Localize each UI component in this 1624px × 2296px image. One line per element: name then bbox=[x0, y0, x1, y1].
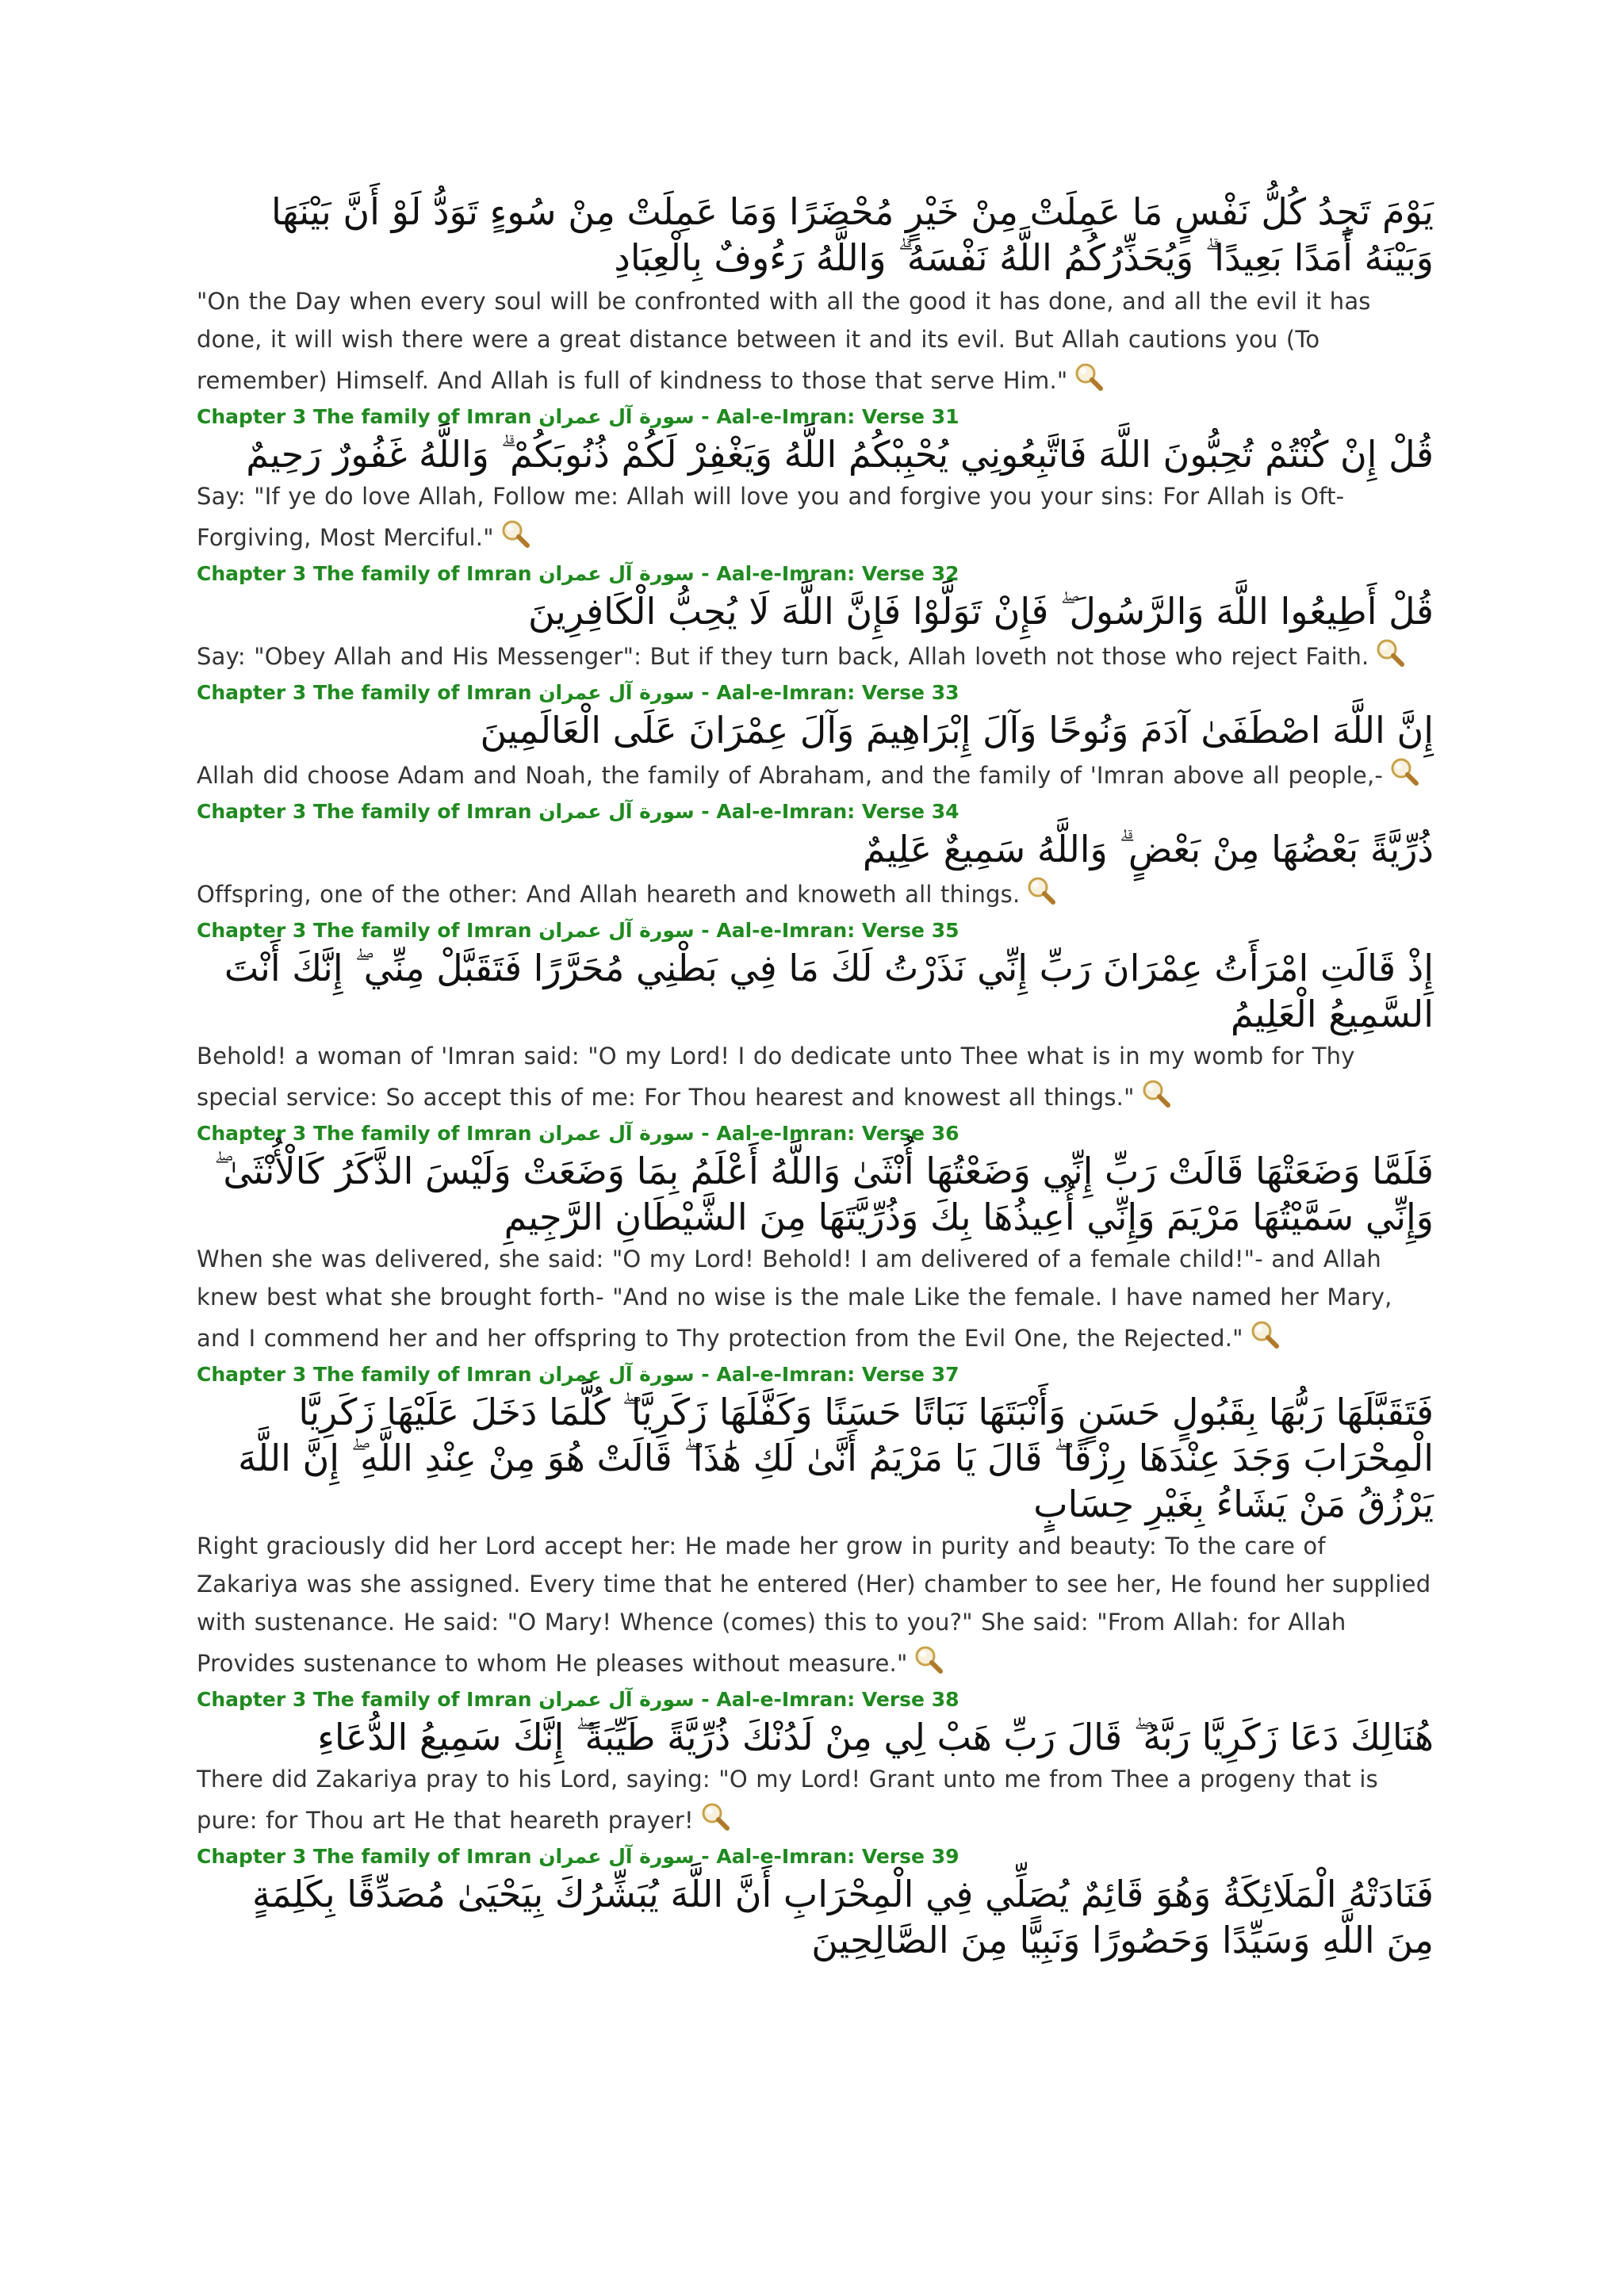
arabic-verse: فَنَادَتْهُ الْمَلَائِكَةُ وَهُوَ قَائِمٌ يُصَلِّي فِي الْمِحْرَابِ أَنَّ اللَّهَ يُبَشِّرُكَ بِيَحْيَىٰ مُصَدِّقًا بِكَلِمَةٍ مِنَ اللَّهِ وَسَيِّدًا وَحَصُورًا وَنَبِيًّا مِنَ الصَّالِحِينَ bbox=[251, 1873, 1434, 1961]
translation-body: Say: "If ye do love Allah, Follow me: Allah will love you and forgive you your sins: For Allah is Oft-Forgiving, Most Merciful." bbox=[197, 483, 1345, 551]
verse-block bbox=[197, 189, 1434, 400]
translation-body: Behold! a woman of 'Imran said: "O my Lord! I do dedicate unto Thee what is in my womb for Thy special service: So accept this of me: For Thou hearest and knowest all things." bbox=[197, 1043, 1355, 1111]
verse-block bbox=[197, 1119, 1434, 1357]
magnifier-icon[interactable] bbox=[914, 1644, 944, 1674]
magnifier-icon[interactable] bbox=[500, 519, 530, 549]
verse-heading: Chapter 3 The family of Imran سورة آل عمران - Aal-e-Imran: Verse 38 bbox=[197, 1688, 959, 1711]
arabic-verse: إِنَّ اللَّهَ اصْطَفَىٰ آدَمَ وَنُوحًا وَآلَ إِبْرَاهِيمَ وَآلَ عِمْرَانَ عَلَى الْعَالَمِينَ bbox=[480, 709, 1434, 752]
verse-block bbox=[197, 916, 1434, 1116]
translation-text bbox=[197, 1760, 1434, 1839]
translation-body: Allah did choose Adam and Noah, the family of Abraham, and the family of 'Imran above all people,- bbox=[197, 762, 1384, 789]
translation-text bbox=[197, 282, 1434, 400]
translation-text bbox=[197, 477, 1434, 557]
translation-body: Right graciously did her Lord accept her: He made her grow in purity and beauty: To the care of Zakariya was she assigned. Every time that he entered (Her) chamber to see her, He found her supplied with sustenance. He said: "O Mary! Whence (comes) this to you?" She said: "From Allah: for Allah Provides sustenance to whom He pleases without measure." bbox=[197, 1533, 1431, 1677]
verse-heading: Chapter 3 The family of Imran سورة آل عمران - Aal-e-Imran: Verse 34 bbox=[197, 800, 959, 823]
verse-block bbox=[197, 1843, 1434, 1963]
arabic-verse: ذُرِّيَّةً بَعْضُهَا مِنْ بَعْضٍ ۗ وَاللَّهُ سَمِيعٌ عَلِيمٌ bbox=[862, 828, 1434, 871]
translation-text bbox=[197, 753, 1434, 794]
magnifier-icon[interactable] bbox=[1375, 637, 1405, 668]
arabic-verse: فَلَمَّا وَضَعَتْهَا قَالَتْ رَبِّ إِنِّي وَضَعْتُهَا أُنْثَىٰ وَاللَّهُ أَعْلَمُ بِمَا وَضَعَتْ وَلَيْسَ الذَّكَرُ كَالْأُنْثَىٰ ۖ وَإِنِّي سَمَّيْتُهَا مَرْيَمَ وَإِنِّي أُعِيذُهَا بِكَ وَذُرِّيَّتَهَا مِنَ الشَّيْطَانِ الرَّجِيمِ bbox=[213, 1150, 1434, 1238]
magnifier-icon[interactable] bbox=[1141, 1078, 1171, 1108]
verse-heading: Chapter 3 The family of Imran سورة آل عمران - Aal-e-Imran: Verse 31 bbox=[197, 405, 959, 428]
translation-body: Say: "Obey Allah and His Messenger": But if they turn back, Allah loveth not those who reject Faith. bbox=[197, 643, 1369, 670]
verse-block bbox=[197, 798, 1434, 913]
verse-heading: Chapter 3 The family of Imran سورة آل عمران - Aal-e-Imran: Verse 37 bbox=[197, 1363, 959, 1386]
arabic-verse: فَتَقَبَّلَهَا رَبُّهَا بِقَبُولٍ حَسَنٍ وَأَنْبَتَهَا نَبَاتًا حَسَنًا وَكَفَّلَهَا زَكَرِيَّا ۖ كُلَّمَا دَخَلَ عَلَيْهَا زَكَرِيَّا الْمِحْرَابَ وَجَدَ عِنْدَهَا رِزْقًا ۖ قَالَ يَا مَرْيَمُ أَنَّىٰ لَكِ هَٰذَا ۖ قَالَتْ هُوَ مِنْ عِنْدِ اللَّهِ ۖ إِنَّ اللَّهَ يَرْزُقُ مَنْ يَشَاءُ بِغَيْرِ حِسَابٍ bbox=[238, 1391, 1434, 1525]
translation-text bbox=[197, 1037, 1434, 1116]
verse-block bbox=[197, 403, 1434, 557]
translation-text bbox=[197, 1240, 1434, 1357]
arabic-verse: هُنَالِكَ دَعَا زَكَرِيَّا رَبَّهُ ۖ قَالَ رَبِّ هَبْ لِي مِنْ لَدُنْكَ ذُرِّيَّةً طَيِّبَةً ۖ إِنَّكَ سَمِيعُ الدُّعَاءِ bbox=[317, 1716, 1434, 1758]
verse-heading: Chapter 3 The family of Imran سورة آل عمران - Aal-e-Imran: Verse 33 bbox=[197, 681, 959, 704]
verse-block bbox=[197, 679, 1434, 794]
document-page bbox=[197, 189, 1434, 1963]
arabic-verse: إِذْ قَالَتِ امْرَأَتُ عِمْرَانَ رَبِّ إِنِّي نَذَرْتُ لَكَ مَا فِي بَطْنِي مُحَرَّرًا فَتَقَبَّلْ مِنِّي ۖ إِنَّكَ أَنْتَ السَّمِيعُ الْعَلِيمُ bbox=[224, 947, 1434, 1035]
magnifier-icon[interactable] bbox=[1250, 1319, 1280, 1349]
translation-text bbox=[197, 1527, 1434, 1682]
arabic-verse: قُلْ إِنْ كُنْتُمْ تُحِبُّونَ اللَّهَ فَاتَّبِعُونِي يُحْبِبْكُمُ اللَّهُ وَيَغْفِرْ لَكُمْ ذُنُوبَكُمْ ۗ وَاللَّهُ غَفُورٌ رَحِيمٌ bbox=[246, 433, 1434, 476]
verse-block bbox=[197, 560, 1434, 675]
verse-heading: Chapter 3 The family of Imran سورة آل عمران - Aal-e-Imran: Verse 36 bbox=[197, 1122, 959, 1145]
magnifier-icon[interactable] bbox=[1026, 875, 1056, 905]
translation-body: When she was delivered, she said: "O my Lord! Behold! I am delivered of a female child!"- and Allah knew best what she brought forth- "And no wise is the male Like the female. I have named her Mary, and I commend her and her offspring to Thy protection from the Evil One, the Rejected." bbox=[197, 1246, 1392, 1352]
translation-body: There did Zakariya pray to his Lord, saying: "O my Lord! Grant unto me from Thee a progeny that is pure: for Thou art He that heareth prayer! bbox=[197, 1766, 1378, 1834]
verse-heading: Chapter 3 The family of Imran سورة آل عمران - Aal-e-Imran: Verse 39 bbox=[197, 1845, 959, 1868]
translation-text bbox=[197, 634, 1434, 675]
magnifier-icon[interactable] bbox=[1074, 362, 1104, 392]
verse-heading: Chapter 3 The family of Imran سورة آل عمران - Aal-e-Imran: Verse 35 bbox=[197, 919, 959, 942]
magnifier-icon[interactable] bbox=[1389, 756, 1419, 786]
translation-body: Offspring, one of the other: And Allah heareth and knoweth all things. bbox=[197, 881, 1021, 908]
arabic-verse: يَوْمَ تَجِدُ كُلُّ نَفْسٍ مَا عَمِلَتْ مِنْ خَيْرٍ مُحْضَرًا وَمَا عَمِلَتْ مِنْ سُوءٍ تَوَدُّ لَوْ أَنَّ بَيْنَهَا وَبَيْنَهُ أَمَدًا بَعِيدًا ۗ وَيُحَذِّرُكُمُ اللَّهُ نَفْسَهُ ۗ وَاللَّهُ رَءُوفٌ بِالْعِبَادِ bbox=[270, 190, 1434, 279]
arabic-verse: قُلْ أَطِيعُوا اللَّهَ وَالرَّسُولَ ۖ فَإِنْ تَوَلَّوْا فَإِنَّ اللَّهَ لَا يُحِبُّ الْكَافِرِينَ bbox=[527, 590, 1434, 633]
magnifier-icon[interactable] bbox=[700, 1801, 730, 1831]
verse-heading: Chapter 3 The family of Imran سورة آل عمران - Aal-e-Imran: Verse 32 bbox=[197, 562, 959, 585]
translation-body: "On the Day when every soul will be confronted with all the good it has done, and all the evil it has done, it will wish there were a great distance between it and its evil. But Allah cautions you (To remember) Himself. And Allah is full of kindness to those that serve Him." bbox=[197, 288, 1371, 394]
verse-block bbox=[197, 1686, 1434, 1839]
translation-text bbox=[197, 872, 1434, 913]
verse-block bbox=[197, 1360, 1434, 1682]
